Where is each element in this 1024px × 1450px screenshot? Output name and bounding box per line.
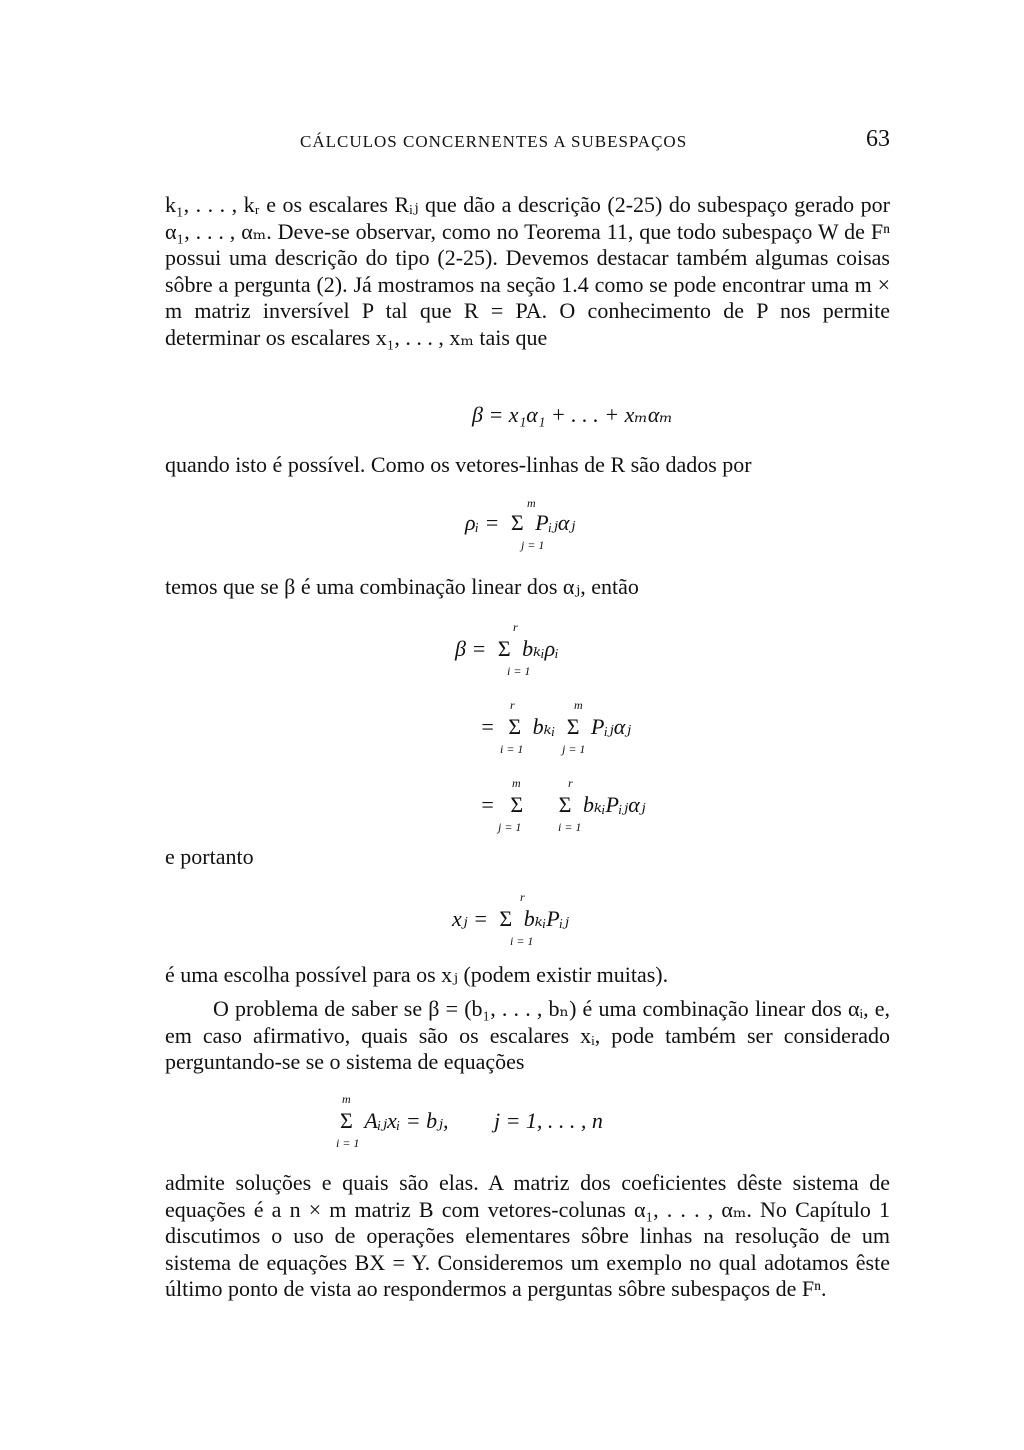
equation-double-sum-2 (480, 776, 646, 834)
eq-body: Aᵢⱼxᵢ = bⱼ, (364, 1108, 449, 1133)
eq-coefficient: bₖᵢ (532, 714, 556, 739)
equation-beta-sum (455, 620, 559, 678)
sigma-symbol-2: Σ (566, 714, 580, 739)
eq-body: Pᵢⱼαⱼ (535, 510, 576, 535)
sum-lower-limit: i = 1 (500, 742, 524, 756)
eq-body: bₖᵢPᵢⱼαⱼ (582, 792, 646, 817)
sum-lower-limit: j = 1 (521, 538, 545, 552)
sum-upper-limit: m (342, 1092, 351, 1106)
paragraph: e portanto (165, 844, 254, 869)
sigma-symbol: Σ (510, 510, 524, 535)
eq-body: bₖᵢPᵢⱼ (523, 906, 569, 931)
paragraph: temos que se β é uma combinação linear dos αⱼ, então (165, 574, 639, 599)
paragraph: quando isto é possível. Como os vetores-linhas de R são dados por (165, 452, 752, 477)
eq-lhs: ρᵢ = (465, 510, 500, 535)
sigma-symbol: Σ (340, 1108, 353, 1133)
page-header (300, 126, 890, 166)
sum-lower-limit: i = 1 (510, 934, 534, 948)
sum-lower-limit: i = 1 (507, 664, 531, 678)
sum-upper-limit: m (527, 496, 536, 510)
paragraph: é uma escolha possível para os xⱼ (podem existir muitas). (165, 962, 669, 987)
paragraph: k₁, . . . , kᵣ e os escalares Rᵢⱼ que dão a descrição (2-25) do subespaço gerado por α₁, . . . , αₘ. Deve-se observar, como no Teorema 11, que todo subespaço W de Fⁿ possui uma descrição do tipo (2-25). Devemos destacar também algumas coisas sôbre a pergunta (2). Já mostramos na seção 1.4 como se pode encontrar uma m × m matriz inversível P tal que R = PA. O conhecimento de P nos permite determinar os escalares x₁, . . . , xₘ tais que (165, 192, 890, 350)
eq-lhs: xⱼ = (452, 906, 488, 931)
page-number: 63 (866, 126, 890, 152)
equation-solution-xj (452, 890, 569, 948)
sum-upper-limit: r (520, 890, 525, 904)
eq-lhs: = (480, 714, 495, 739)
eq-body: Pᵢⱼαⱼ (591, 714, 632, 739)
equation-linear-system (336, 1092, 603, 1150)
sum-upper-limit-2: m (574, 698, 583, 712)
sum-upper-limit: m (512, 776, 521, 790)
sigma-symbol-2: Σ (558, 792, 572, 817)
sum-upper-limit-2: r (568, 776, 573, 790)
sum-upper-limit: r (510, 698, 515, 712)
paragraph: O problema de saber se β = (b₁, . . . , bₙ) é uma combinação linear dos αᵢ, e, em caso afirmativo, quais são os escalares xᵢ, pode também ser considerado perguntando-se se o sistema de equações (165, 996, 890, 1074)
eq-lhs: = (480, 792, 495, 817)
sum-lower-limit-2: j = 1 (562, 742, 586, 756)
sum-lower-limit-2: i = 1 (558, 820, 582, 834)
eq-index-range: j = 1, . . . , n (493, 1108, 603, 1133)
sum-lower-limit: j = 1 (498, 820, 522, 834)
sigma-symbol: Σ (497, 636, 511, 661)
eq-body: bₖᵢρᵢ (522, 636, 559, 661)
equation-beta-combination: β = x₁α₁ + . . . + xₘαₘ (472, 402, 673, 427)
sigma-symbol: Σ (499, 906, 513, 931)
sigma-symbol: Σ (508, 714, 522, 739)
paragraph: admite soluções e quais são elas. A matriz dos coeficientes dêste sistema de equações é a n × m matriz B com vetores-colunas α₁, . . . , αₘ. No Capítulo 1 discutimos o uso de operações elementares sôbre linhas na resolução de um sistema de equações BX = Y. Consideremos um exemplo no qual adotamos êste último ponto de vista ao respondermos a perguntas sôbre subespaços de Fⁿ. (165, 1170, 890, 1301)
eq-lhs: β = (455, 636, 487, 661)
running-head: CÁLCULOS CONCERNENTES A SUBESPAÇOS (300, 132, 688, 151)
sum-upper-limit: r (513, 620, 518, 634)
sum-lower-limit: i = 1 (336, 1136, 360, 1150)
equation-double-sum-1 (480, 698, 632, 756)
equation-row-vectors (465, 496, 576, 552)
sigma-symbol: Σ (510, 792, 524, 817)
